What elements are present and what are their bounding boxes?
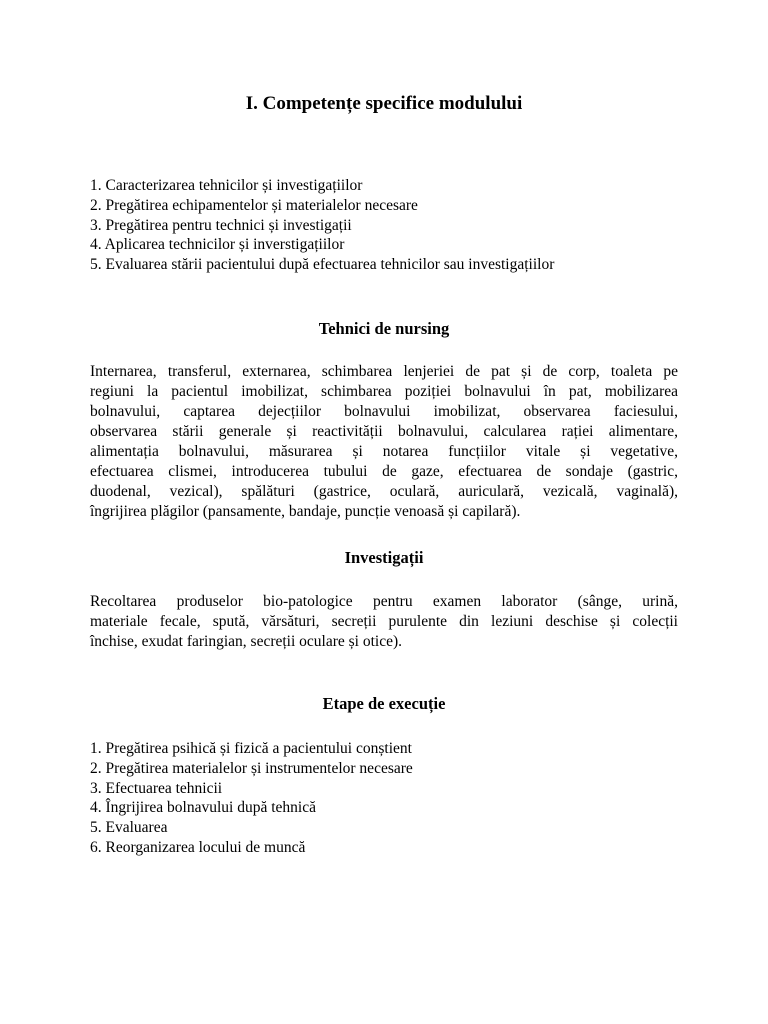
- list-item: 2. Pregătirea materialelor și instrumentelor necesare: [90, 759, 413, 777]
- list-item: 5. Evaluarea stării pacientului după efectuarea tehnicilor sau investigațiilor: [90, 256, 555, 274]
- investigatii-heading: Investigații: [344, 548, 424, 567]
- page-title: I. Competențe specifice modulului: [245, 93, 523, 114]
- paragraph-line: efectuarea clismei, introducerea tubului de gaze, efectuarea de sondaje (gastric,: [90, 463, 678, 480]
- nursing-paragraph: [90, 362, 678, 522]
- etape-heading: Etape de execuție: [322, 694, 446, 713]
- paragraph-line: Recoltarea produselor bio-patologice pentru examen laborator (sânge, urină,: [90, 593, 678, 610]
- list-item: 1. Pregătirea psihică și fizică a pacientului conștient: [90, 740, 412, 757]
- paragraph-line: alimentația bolnavului, măsurarea și notarea funcțiilor vitale și vegetative,: [90, 443, 678, 460]
- etape-list: [90, 739, 690, 858]
- paragraph-line: Internarea, transferul, externarea, schimbarea lenjeriei de pat și de corp, toaleta pe: [90, 363, 678, 380]
- nursing-heading: Tehnici de nursing: [318, 319, 450, 338]
- competencies-list: [90, 176, 690, 275]
- list-item: 5. Evaluarea: [90, 819, 168, 837]
- paragraph-line: îngrijirea plăgilor (pansamente, bandaje, puncție venoasă și capilară).: [90, 503, 521, 520]
- paragraph-line: materiale fecale, spută, vărsături, secreții purulente din leziuni deschise și colecții: [90, 613, 678, 630]
- paragraph-line: duodenal, vezical), spălături (gastrice, oculară, auriculară, vezicală, vaginală),: [90, 483, 678, 500]
- paragraph-line: bolnavului, captarea dejecțiilor bolnavului imobilizat, observarea faciesului,: [90, 403, 678, 420]
- investigatii-paragraph: [90, 592, 678, 652]
- list-item: 6. Reorganizarea locului de muncă: [90, 838, 306, 856]
- list-item: 1. Caracterizarea tehnicilor și investigațiilor: [90, 177, 363, 194]
- paragraph-line: regiuni la pacientul imobilizat, schimbarea poziției bolnavului în pat, mobilizarea: [90, 383, 678, 400]
- list-item: 3. Pregătirea pentru technici și investigații: [90, 216, 352, 234]
- list-item: 4. Aplicarea technicilor și inverstigațiilor: [90, 236, 345, 254]
- list-item: 4. Îngrijirea bolnavului după tehnică: [90, 799, 316, 817]
- paragraph-line: observarea stării generale și reactivității bolnavului, calcularea rației alimentare,: [90, 423, 678, 440]
- list-item: 2. Pregătirea echipamentelor și materialelor necesare: [90, 196, 418, 214]
- paragraph-line: închise, exudat faringian, secreții oculare și otice).: [90, 633, 403, 650]
- list-item: 3. Efectuarea tehnicii: [90, 779, 223, 797]
